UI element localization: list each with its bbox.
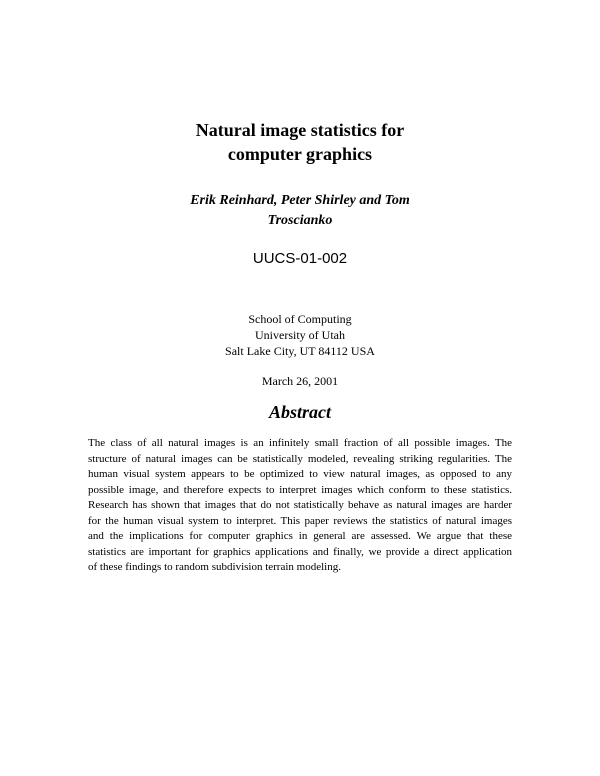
abstract-body xyxy=(88,436,512,576)
abstract-line: and the implications for computer graphics in general are assessed. We argue that these xyxy=(88,530,512,542)
paper-title xyxy=(0,118,600,166)
affiliation-address: Salt Lake City, UT 84112 USA xyxy=(225,344,375,358)
abstract-line: human visual system appears to be optimized to view natural images, as opposed to any xyxy=(88,468,512,480)
abstract-line: The class of all natural images is an infinitely small fraction of all possible images. The xyxy=(88,437,512,449)
affiliation xyxy=(0,311,600,359)
abstract-line: of these findings to random subdivision terrain modeling. xyxy=(88,561,341,573)
report-number: UUCS-01-002 xyxy=(252,250,348,267)
abstract-line: statistics are important for graphics applications and finally, we provide a direct application xyxy=(88,545,512,558)
abstract-heading: Abstract xyxy=(268,402,331,422)
affiliation-school: School of Computing xyxy=(248,312,352,326)
affiliation-university: University of Utah xyxy=(255,328,345,342)
abstract-line: Research has shown that images that do not statistically behave as natural images are harder xyxy=(88,499,512,511)
paper-title-line-1: Natural image statistics for xyxy=(195,120,405,140)
abstract-line: possible image, and therefore expects to interpret images which conform to these statistics. xyxy=(88,483,512,496)
author-list xyxy=(0,191,600,231)
abstract-line: structure of natural images can be statistically modeled, revealing striking regularities. The xyxy=(88,452,512,465)
abstract-line: for the human visual system to interpret. This paper reviews the statistics of natural images xyxy=(88,514,512,527)
publication-date: March 26, 2001 xyxy=(261,374,339,388)
author-list-line-1: Erik Reinhard, Peter Shirley and Tom xyxy=(190,193,410,208)
paper-title-line-2: computer graphics xyxy=(227,144,373,164)
author-list-line-2: Troscianko xyxy=(267,213,333,228)
